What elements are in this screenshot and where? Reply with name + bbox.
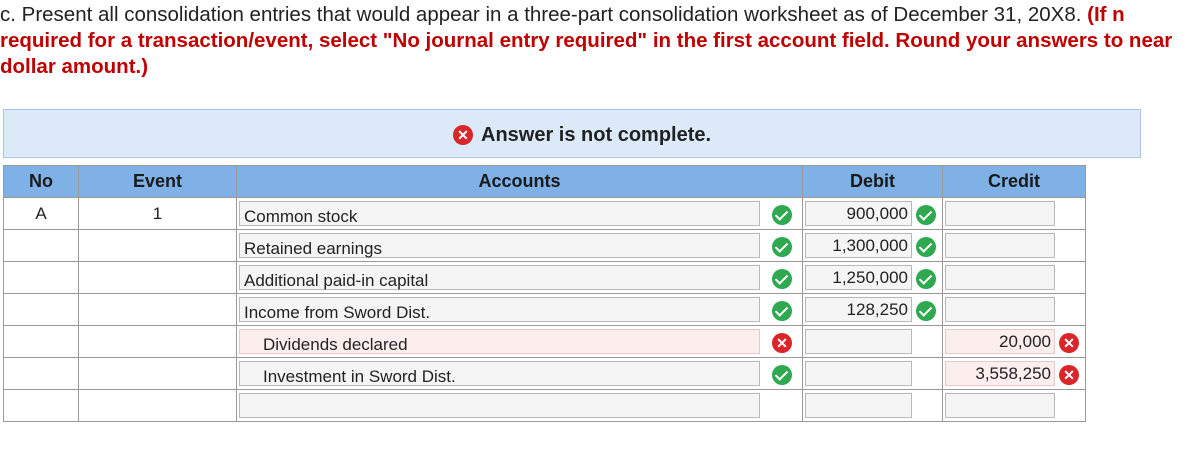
debit-status-indicator [916, 236, 936, 257]
x-circle-icon: ✕ [1059, 365, 1079, 385]
column-header-event: Event [79, 166, 237, 198]
table-row [4, 262, 1086, 294]
account-cell [237, 262, 803, 294]
table-row [4, 390, 1086, 422]
event-cell [79, 294, 237, 326]
row-number-cell [4, 390, 79, 422]
answer-status-banner [3, 109, 1141, 158]
debit-status-indicator [916, 268, 936, 289]
account-select-value: Dividends declared [263, 335, 408, 354]
event-cell [79, 326, 237, 358]
row-number-cell [4, 230, 79, 262]
consolidation-worksheet-table [3, 165, 1086, 422]
debit-input[interactable] [805, 361, 912, 386]
account-cell [237, 358, 803, 390]
column-header-accounts: Accounts [237, 166, 803, 198]
account-select-value: Investment in Sword Dist. [263, 367, 456, 386]
credit-cell [943, 230, 1086, 262]
debit-status-indicator [916, 300, 936, 321]
instruction-text: c. Present all consolidation entries that would appear in a three-part consolidation worksheet as of December 31, 20X8. [0, 3, 1088, 26]
instructions [0, 2, 1200, 80]
debit-input-value: 1,250,000 [832, 268, 908, 287]
answer-status-text: Answer is not complete. [481, 123, 712, 146]
credit-cell [943, 198, 1086, 230]
table-row [4, 294, 1086, 326]
debit-cell [803, 294, 943, 326]
account-select[interactable] [239, 329, 760, 354]
account-cell [237, 326, 803, 358]
x-circle-icon: ✕ [1059, 333, 1079, 353]
debit-cell [803, 262, 943, 294]
debit-status-indicator [916, 204, 936, 225]
check-icon [772, 301, 792, 321]
table-row [4, 358, 1086, 390]
check-icon [916, 301, 936, 321]
debit-input-value: 1,300,000 [832, 236, 908, 255]
instruction-line-3: dollar amount.) [0, 55, 149, 78]
credit-input[interactable] [945, 297, 1055, 322]
table-header-row [4, 166, 1086, 198]
row-number-cell: A [4, 198, 79, 230]
check-icon [916, 205, 936, 225]
instruction-line-1 [0, 2, 1200, 28]
account-select[interactable] [239, 265, 760, 290]
row-number-cell [4, 262, 79, 294]
table-row [4, 230, 1086, 262]
debit-cell [803, 326, 943, 358]
debit-cell [803, 230, 943, 262]
row-number-cell [4, 326, 79, 358]
credit-cell [943, 262, 1086, 294]
event-cell [79, 230, 237, 262]
credit-input-value: 3,558,250 [975, 364, 1051, 383]
account-cell [237, 230, 803, 262]
account-select-value: Income from Sword Dist. [244, 303, 431, 322]
account-select-value: Common stock [244, 207, 358, 226]
account-status-indicator [772, 236, 792, 257]
credit-input[interactable] [945, 265, 1055, 290]
credit-input[interactable] [945, 201, 1055, 226]
credit-cell [943, 294, 1086, 326]
debit-input[interactable] [805, 393, 912, 418]
x-circle-icon: ✕ [453, 125, 473, 145]
check-icon [772, 237, 792, 257]
account-status-indicator [772, 268, 792, 289]
credit-status-indicator [1059, 332, 1079, 353]
debit-cell [803, 390, 943, 422]
account-status-indicator [772, 204, 792, 225]
account-cell [237, 198, 803, 230]
credit-cell [943, 358, 1086, 390]
check-icon [916, 269, 936, 289]
worksheet-body [4, 198, 1086, 422]
debit-input-value: 900,000 [846, 204, 908, 223]
account-cell [237, 390, 803, 422]
x-circle-icon: ✕ [772, 333, 792, 353]
debit-input-value: 128,250 [846, 300, 908, 319]
account-status-indicator [772, 364, 792, 385]
account-status-indicator [772, 300, 792, 321]
column-header-debit: Debit [803, 166, 943, 198]
column-header-no: No [4, 166, 79, 198]
credit-status-indicator [1059, 364, 1079, 385]
instruction-emphasis: (If n [1087, 3, 1125, 26]
debit-cell [803, 198, 943, 230]
check-icon [772, 269, 792, 289]
account-select[interactable] [239, 201, 760, 226]
credit-cell [943, 390, 1086, 422]
account-select-value: Retained earnings [244, 239, 382, 258]
event-cell [79, 262, 237, 294]
debit-cell [803, 358, 943, 390]
credit-input-value: 20,000 [999, 332, 1051, 351]
table-row [4, 326, 1086, 358]
check-icon [772, 365, 792, 385]
account-status-indicator [772, 332, 792, 353]
event-cell [79, 358, 237, 390]
table-row [4, 198, 1086, 230]
check-icon [772, 205, 792, 225]
event-cell: 1 [79, 198, 237, 230]
account-select[interactable] [239, 393, 760, 418]
credit-input[interactable] [945, 233, 1055, 258]
instruction-line-2: required for a transaction/event, select "No journal entry required" in the first account field. Round your answers to near [0, 29, 1173, 52]
event-cell [79, 390, 237, 422]
row-number-cell [4, 294, 79, 326]
credit-cell [943, 326, 1086, 358]
row-number-cell [4, 358, 79, 390]
account-select[interactable] [239, 361, 760, 386]
column-header-credit: Credit [943, 166, 1086, 198]
account-cell [237, 294, 803, 326]
account-select[interactable] [239, 233, 760, 258]
account-select-value: Additional paid-in capital [244, 271, 429, 290]
debit-input[interactable] [805, 329, 912, 354]
credit-input[interactable] [945, 393, 1055, 418]
check-icon [916, 237, 936, 257]
account-select[interactable] [239, 297, 760, 322]
